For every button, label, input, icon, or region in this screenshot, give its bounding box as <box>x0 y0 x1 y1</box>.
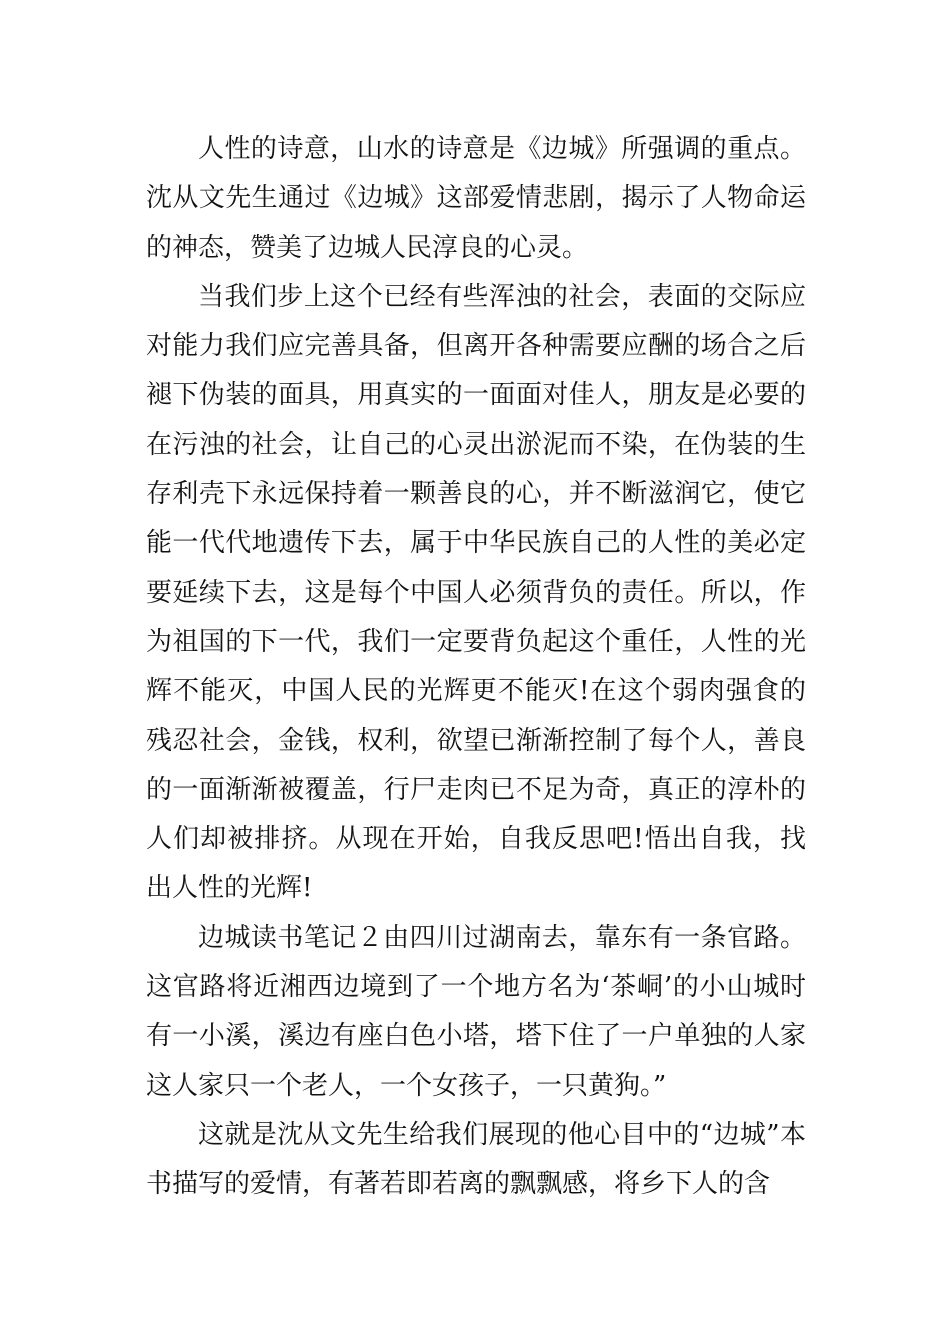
paragraph-2: 当我们步上这个已经有些浑浊的社会，表面的交际应对能力我们应完善具备，但离开各种需要应酬的场合之后褪下伪装的面具，用真实的一面面对佳人，朋友是必要的在污浊的社会，让自己的心灵出淤泥而不染，在伪装的生存利壳下永远保持着一颗善良的心，并不断滋润它，使它能一代代地遗传下去，属于中华民族自己的人性的美必定要延续下去，这是每个中国人必须背负的责任。所以，作为祖国的下一代，我们一定要背负起这个重任，人性的光辉不能灭，中国人民的光辉更不能灭!在这个弱肉强食的残忍社会，金钱，权利，欲望已渐渐控制了每个人，善良的一面渐渐被覆盖，行尸走肉已不足为奇，真正的淳朴的人们却被排挤。从现在开始，自我反思吧!悟出自我，找出人性的光辉! <box>146 281 806 904</box>
paragraph-4: 这就是沈从文先生给我们展现的他心目中的“边城”本书描写的爱情，有著若即若离的飘飘感，将乡下人的含 <box>146 1119 806 1200</box>
paragraph-3: 边城读书笔记２由四川过湖南去，靠东有一条官路。这官路将近湘西边境到了一个地方名为‘茶峒’的小山城时有一小溪，溪边有座白色小塔，塔下住了一户单独的人家这人家只一个老人，一个女孩子，一只黄狗。” <box>146 922 806 1101</box>
document-body <box>146 125 806 1210</box>
paragraph-1: 人性的诗意，山水的诗意是《边城》所强调的重点。沈从文先生通过《边城》这部爱情悲剧，揭示了人物命运的神态，赞美了边城人民淳良的心灵。 <box>146 134 806 263</box>
